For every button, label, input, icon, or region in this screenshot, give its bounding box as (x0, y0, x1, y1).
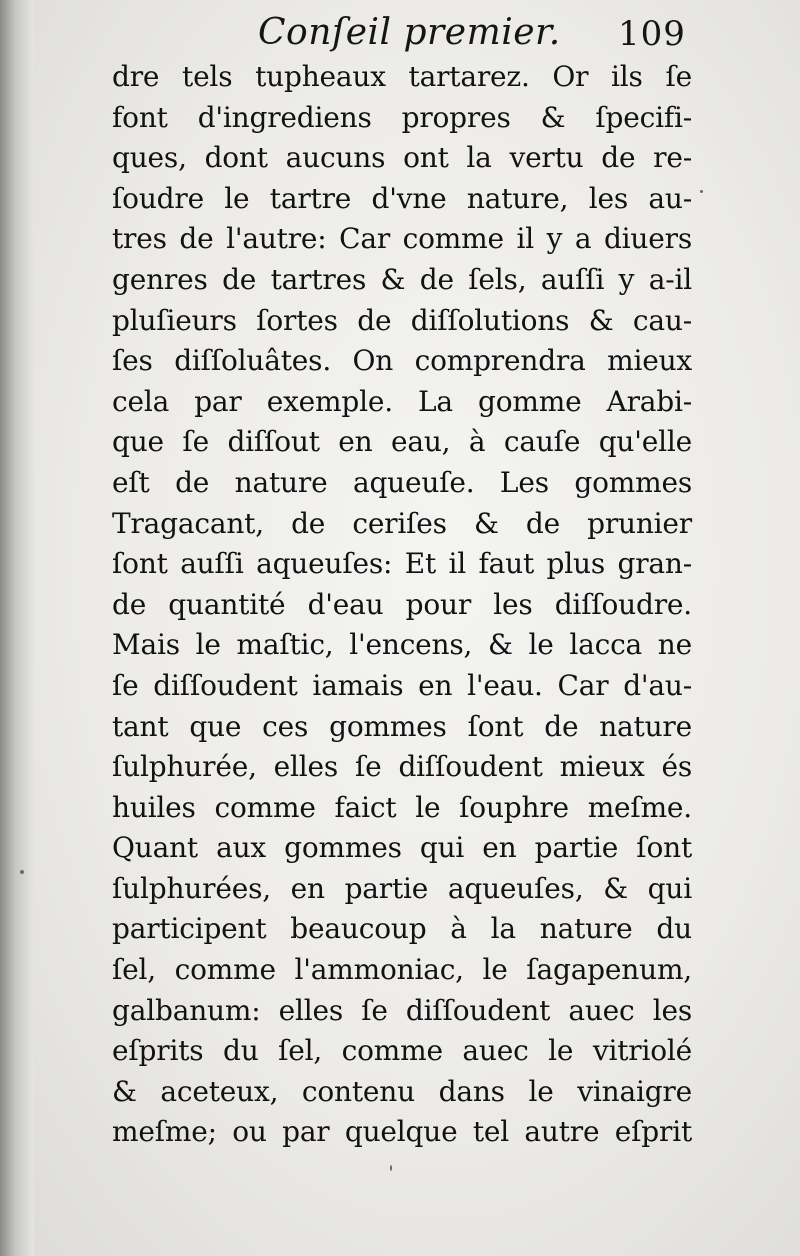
text-line: huiles comme faict le ſouphre meſme. (112, 790, 692, 824)
paper-speck (20, 870, 24, 874)
text-line: meſme; ou par quelque tel autre eſprit (112, 1115, 692, 1149)
page-header (0, 8, 800, 64)
text-line: ſe diſſoudent iamais en l'eau. Car d'au- (112, 668, 692, 702)
text-line: Mais le maſtic, l'encens, & le lacca ne (112, 628, 692, 662)
text-line: ſulphurées, en partie aqueuſes, & qui (112, 871, 692, 905)
text-line: ſulphurée, elles ſe diſſoudent mieux és (112, 750, 692, 784)
page-gutter-shadow (0, 0, 34, 1256)
text-line: dre tels tupheaux tartarez. Or ils ſe (112, 60, 692, 93)
text-line: ques, dont aucuns ont la vertu de re- (112, 141, 692, 175)
text-line: participent beaucoup à la nature du (112, 912, 692, 946)
paper-speck (390, 1165, 392, 1171)
text-line: font d'ingrediens propres & ſpecifi- (112, 100, 692, 134)
page-number: 109 (618, 14, 686, 54)
text-line: eſt de nature aqueuſe. Les gommes (112, 465, 692, 499)
text-line: que ſe diſſout en eau, à cauſe qu'elle (112, 425, 692, 459)
text-line: ſoudre le tartre d'vne nature, les au- (112, 181, 692, 215)
text-line: galbanum: elles ſe diſſoudent auec les (112, 993, 692, 1027)
text-line: eſprits du ſel, comme auec le vitriolé (112, 1034, 692, 1068)
paper-speck (700, 190, 703, 193)
running-title: Conſeil premier. (258, 12, 561, 53)
text-line: & aceteux, contenu dans le vinaigre (112, 1074, 692, 1108)
text-line: Quant aux gommes qui en partie ſont (112, 831, 692, 865)
text-line: tres de l'autre: Car comme il y a diuers (112, 222, 692, 256)
body-text (112, 57, 692, 1153)
text-line: ſont auſſi aqueuſes: Et il faut plus gran- (112, 547, 692, 581)
text-line: genres de tartres & de ſels, auſſi y a-il (112, 262, 692, 296)
text-line: ſel, comme l'ammoniac, le ſagapenum, (112, 953, 692, 987)
text-line: pluſieurs ſortes de diſſolutions & cau- (112, 303, 692, 337)
text-line: ſes diſſoluâtes. On comprendra mieux (112, 344, 692, 378)
text-line: Tragacant, de ceriſes & de prunier (112, 506, 692, 540)
text-line: tant que ces gommes ſont de nature (112, 709, 692, 743)
text-line: cela par exemple. La gomme Arabi- (112, 384, 692, 418)
text-line: de quantité d'eau pour les diſſoudre. (112, 587, 692, 621)
